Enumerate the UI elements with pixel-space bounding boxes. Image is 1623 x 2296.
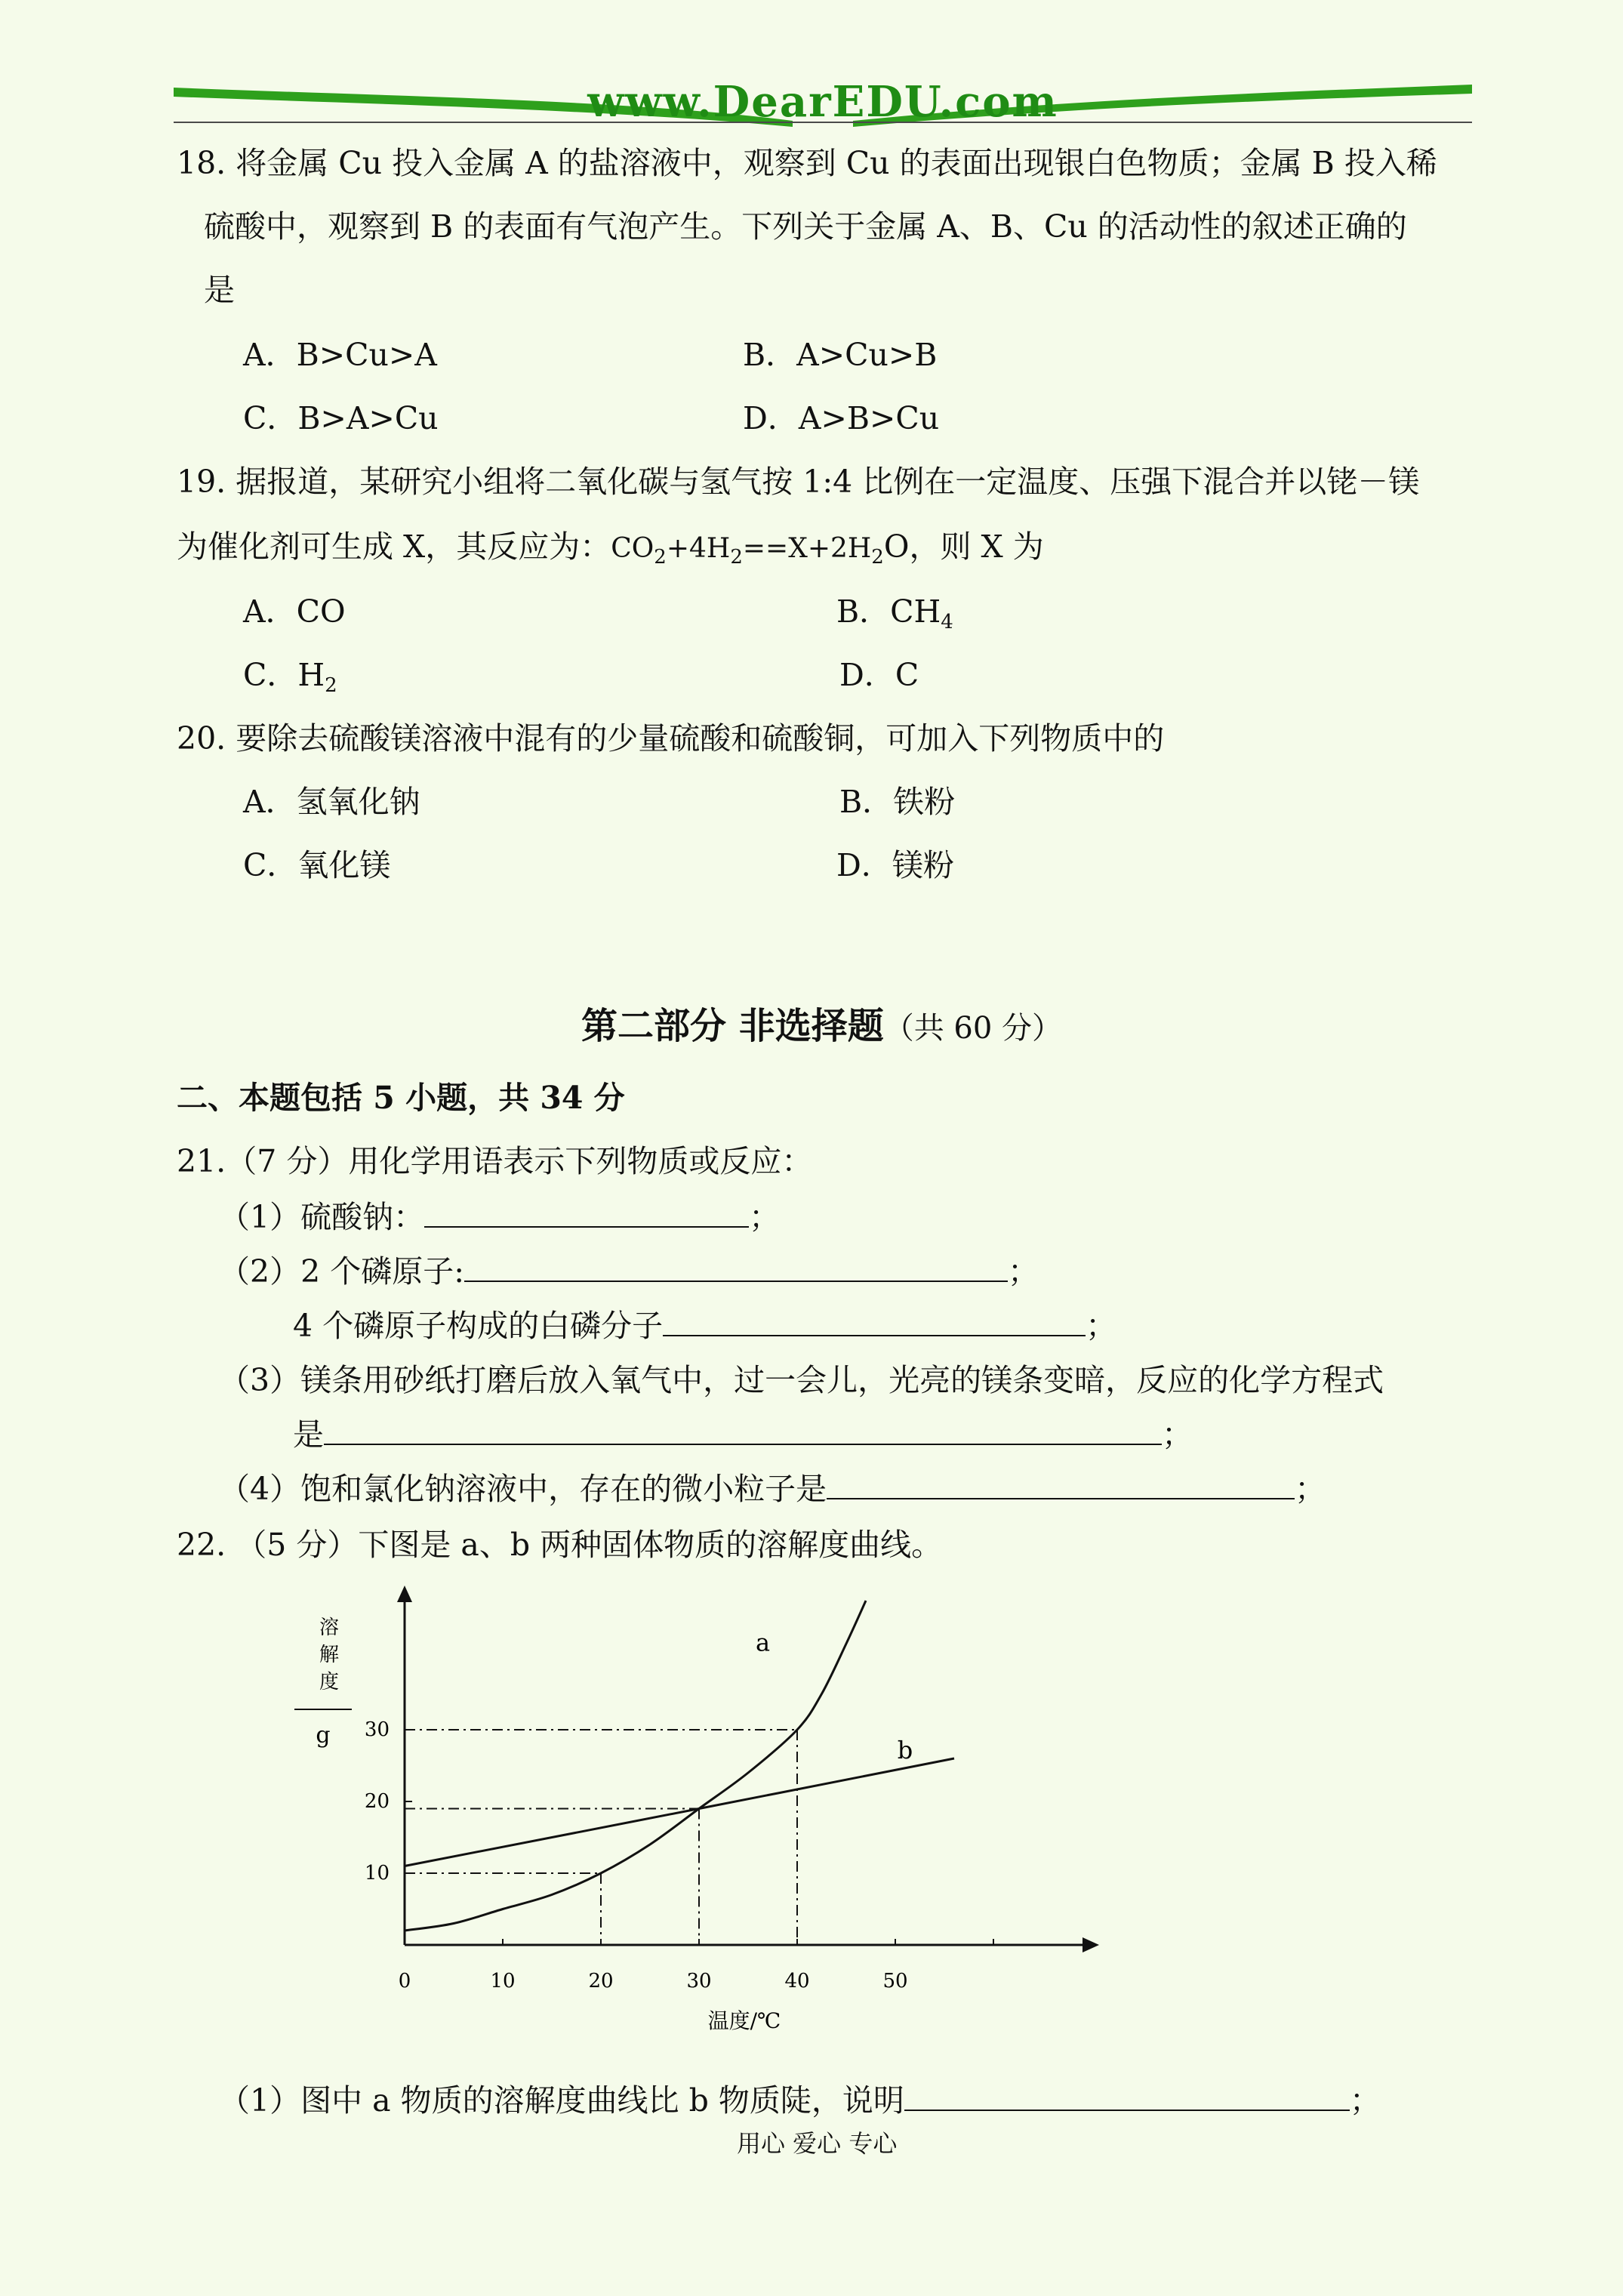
q20-option-a: A．氢氧化钠 bbox=[243, 784, 420, 820]
x-tick-label: 40 bbox=[784, 1970, 810, 1992]
q19-option-c: C．$H_2$ bbox=[243, 657, 337, 697]
q18-option-b: B．A>Cu>B bbox=[743, 337, 938, 373]
q22-stem: 22. （5 分）下图是 a、b 两种固体物质的溶解度曲线。 bbox=[177, 1527, 943, 1563]
ylabel-char: 解 bbox=[319, 1644, 340, 1666]
q21-part2: （2）2 个磷原子: ； bbox=[219, 1253, 1039, 1290]
q18-option-a: A．B>Cu>A bbox=[243, 337, 437, 373]
y-tick-label: 10 bbox=[364, 1862, 390, 1885]
q20-option-c: C．氧化镁 bbox=[243, 847, 391, 883]
x-tick-label: 30 bbox=[686, 1970, 712, 1992]
x-tick-label: 10 bbox=[490, 1970, 516, 1992]
x-axis-label: 温度/℃ bbox=[707, 2008, 781, 2033]
x-tick-label: 50 bbox=[882, 1970, 908, 1992]
y-axis-label bbox=[316, 1616, 339, 1749]
q18-option-c: C．B>A>Cu bbox=[243, 400, 439, 436]
solubility-chart bbox=[284, 1586, 1114, 2054]
q19-stem-line1: 19. 据报道，某研究小组将二氧化碳与氢气按 1:4 比例在一定温度、压强下混合并以铑－镁 bbox=[177, 464, 1420, 500]
curve-a-label: a bbox=[755, 1628, 771, 1657]
q21-part3b: 是 ； bbox=[293, 1416, 1193, 1453]
part2-title: 第二部分 非选择题（共 60 分） bbox=[581, 1005, 1063, 1047]
q22-part1: （1）图中 a 物质的溶解度曲线比 b 物质陡，说明 ； bbox=[219, 2082, 1381, 2119]
page-footer: 用心 爱心 专心 bbox=[737, 2129, 898, 2158]
x-tick-label: 20 bbox=[588, 1970, 614, 1992]
site-logo-text: www.DearEDU.com bbox=[587, 77, 1058, 127]
x-tick-label: 0 bbox=[398, 1970, 411, 1992]
q19-option-d: D．C bbox=[839, 657, 919, 693]
y-tick-label: 30 bbox=[364, 1718, 390, 1741]
q21-part2b: 4 个磷原子构成的白磷分子 ； bbox=[293, 1308, 1117, 1344]
q20-stem: 20. 要除去硫酸镁溶液中混有的少量硫酸和硫酸铜，可加入下列物质中的 bbox=[177, 720, 1165, 757]
q21-part3: （3）镁条用砂纸打磨后放入氧气中，过一会儿，光亮的镁条变暗，反应的化学方程式 bbox=[219, 1362, 1384, 1398]
q20-option-b: B．铁粉 bbox=[839, 784, 956, 820]
chart-axes bbox=[397, 1586, 1099, 1952]
q20-option-d: D．镁粉 bbox=[836, 847, 954, 883]
series-b-line bbox=[405, 1758, 954, 1866]
answer-blank[interactable] bbox=[827, 1472, 1295, 1499]
ylabel-char: 溶 bbox=[319, 1616, 340, 1639]
section2-heading: 二、本题包括 5 小题，共 34 分 bbox=[177, 1080, 625, 1116]
x-axis-arrow bbox=[1083, 1937, 1099, 1952]
answer-blank[interactable] bbox=[424, 1200, 749, 1228]
q18-option-d: D．A>B>Cu bbox=[743, 400, 940, 436]
q18-stem-line1: 18. 将金属 Cu 投入金属 A 的盐溶液中，观察到 Cu 的表面出现银白色物质；金属 B 投入稀 bbox=[177, 145, 1437, 181]
q19-stem-line2: 为催化剂可生成 X，其反应为：$CO_2+4H_2==X+2H_2O$，则 X 为 bbox=[177, 529, 1044, 569]
q18-stem-line2: 硫酸中，观察到 B 的表面有气泡产生。下列关于金属 A、B、Cu 的活动性的叙述正确的 bbox=[204, 208, 1407, 245]
site-banner bbox=[174, 74, 1472, 128]
q19-option-b: B．$CH_4$ bbox=[836, 593, 953, 633]
series-a-line bbox=[405, 1601, 866, 1931]
ylabel-unit: g bbox=[316, 1722, 331, 1749]
q19-option-a: A．CO bbox=[243, 593, 346, 630]
answer-blank[interactable] bbox=[663, 1309, 1086, 1336]
q18-stem-line3: 是 bbox=[204, 272, 235, 308]
answer-blank[interactable] bbox=[904, 2084, 1350, 2111]
curve-b-label: b bbox=[897, 1736, 913, 1764]
q21-stem: 21.（7 分）用化学用语表示下列物质或反应： bbox=[177, 1143, 813, 1179]
q21-part4: （4）饱和氯化钠溶液中，存在的微小粒子是 ； bbox=[219, 1471, 1326, 1507]
answer-blank[interactable] bbox=[464, 1255, 1008, 1282]
q21-part1: （1）硫酸钠： ； bbox=[219, 1199, 781, 1235]
y-tick-label: 20 bbox=[364, 1790, 390, 1813]
answer-blank[interactable] bbox=[324, 1418, 1162, 1445]
y-axis-arrow bbox=[397, 1586, 412, 1602]
ylabel-char: 度 bbox=[319, 1671, 340, 1693]
